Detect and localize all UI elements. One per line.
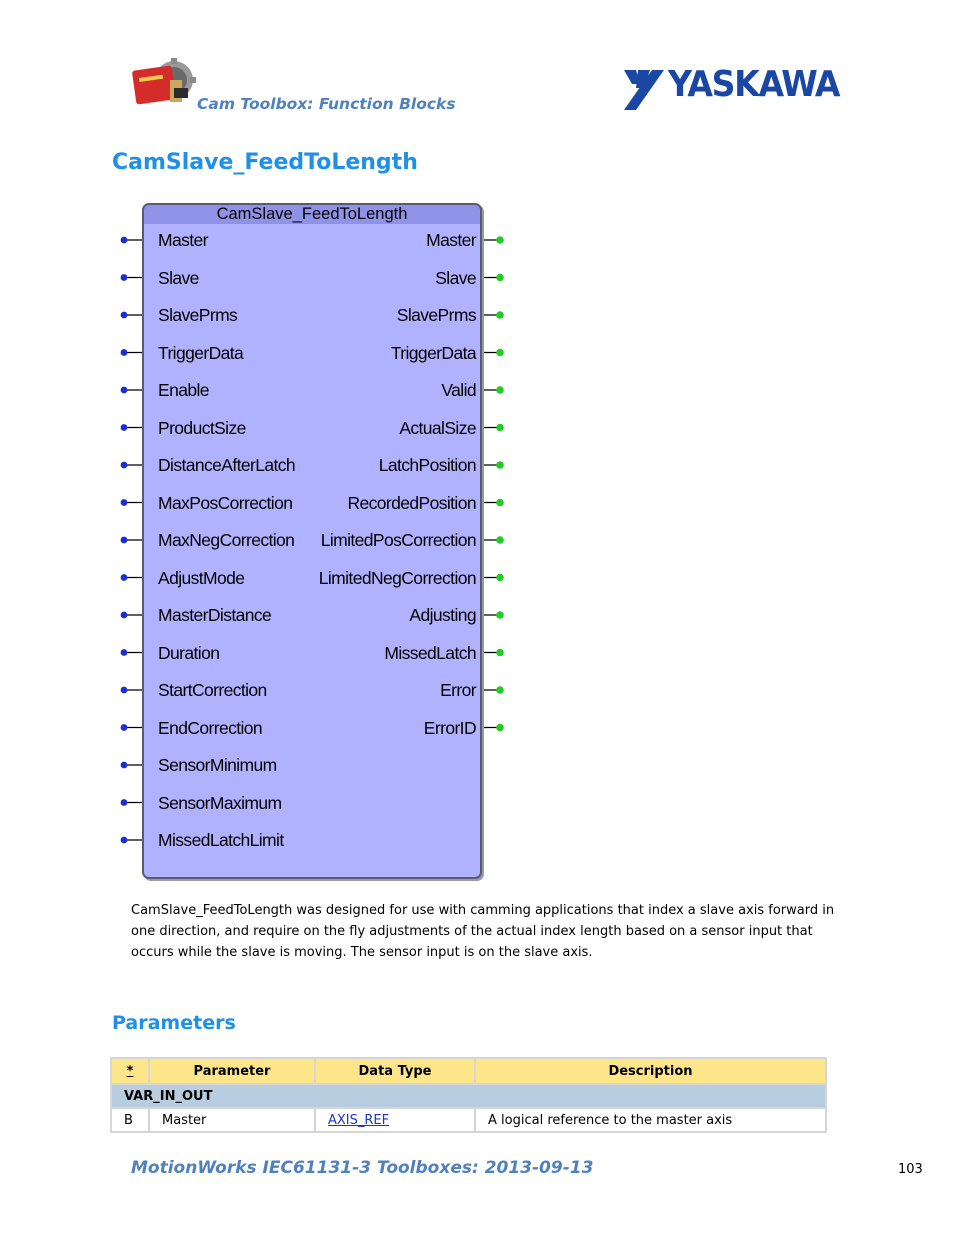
output-pin-dot [496, 424, 504, 432]
column-header-parameter: Parameter [150, 1059, 314, 1083]
column-header-description: Description [476, 1059, 825, 1083]
input-pin-dot [121, 799, 128, 806]
yaskawa-mark-icon [622, 66, 670, 112]
input-pin-dot [121, 424, 128, 431]
output-pin-dot [496, 311, 504, 319]
input-pin-label: Slave [158, 267, 199, 288]
output-pin-dot [496, 574, 504, 582]
input-pin-label: SensorMaximum [158, 792, 282, 813]
input-pin-label: StartCorrection [158, 680, 267, 700]
output-pin-dot [496, 274, 504, 282]
function-block-name: CamSlave_FeedToLength [144, 205, 480, 224]
data-type-link[interactable]: AXIS_REF [328, 1112, 390, 1128]
output-pin-dot [496, 536, 504, 544]
yaskawa-logo [622, 66, 844, 112]
input-pin-dot [121, 499, 128, 506]
group-label: VAR_IN_OUT [112, 1085, 825, 1107]
output-pin-label: LatchPosition [378, 455, 476, 475]
input-pin-dot [121, 837, 128, 844]
input-pin-label: SlavePrms [158, 305, 238, 325]
output-pin-dot [496, 349, 504, 357]
input-pin-label: MasterDistance [158, 605, 272, 625]
footer-title: MotionWorks IEC61131-3 Toolboxes: 2013-09-13 [131, 1158, 594, 1178]
input-pin-label: Duration [158, 642, 220, 663]
input-pin-dot [121, 274, 128, 281]
output-pin-label: TriggerData [390, 342, 476, 363]
input-pin-label: Master [158, 230, 208, 250]
header-subtitle: Cam Toolbox: Function Blocks [197, 95, 456, 113]
output-pin-label: RecordedPosition [347, 492, 476, 513]
input-pin-dot [121, 537, 128, 544]
output-pin-label: Slave [435, 267, 476, 288]
output-pin-dot [496, 386, 504, 394]
input-pin-label: Enable [158, 380, 209, 400]
parameters-table [110, 1057, 827, 1133]
page-title: CamSlave_FeedToLength [112, 150, 418, 175]
input-pin-dot [121, 462, 128, 469]
output-pin-dot [496, 724, 504, 732]
input-pin-label: MissedLatchLimit [158, 830, 284, 850]
output-pin-label: Adjusting [409, 605, 476, 625]
table-header-row [112, 1059, 825, 1083]
column-header-star: * [112, 1059, 148, 1083]
input-pin-label: TriggerData [158, 342, 244, 363]
column-header-data-type: Data Type [316, 1059, 474, 1083]
brand-name: YASKAWA [668, 64, 840, 105]
input-pin-dot [121, 349, 128, 356]
cam-toolbox-logo-icon [130, 58, 196, 110]
row-parameter-name: Master [150, 1109, 314, 1131]
input-pin-label: DistanceAfterLatch [158, 455, 296, 475]
output-pin-dot [496, 686, 504, 694]
input-pin-dot [121, 612, 128, 619]
output-pin-dot [496, 611, 504, 619]
table-group-row [112, 1085, 825, 1107]
row-data-type [316, 1109, 474, 1131]
input-pin-dot [121, 649, 128, 656]
input-pin-dot [121, 762, 128, 769]
input-pin-label: AdjustMode [158, 567, 245, 588]
output-pin-dot [496, 499, 504, 507]
input-pin-label: EndCorrection [158, 717, 263, 738]
input-pin-label: ProductSize [158, 417, 246, 438]
output-pin-label: Error [440, 680, 476, 700]
output-pin-label: SlavePrms [396, 305, 476, 325]
input-pin-dot [121, 387, 128, 394]
input-pin-dot [121, 312, 128, 319]
input-pin-label: SensorMinimum [158, 755, 277, 775]
output-pin-label: ActualSize [399, 417, 476, 438]
input-pin-dot [121, 574, 128, 581]
output-pin-dot [496, 649, 504, 657]
output-pin-label: LimitedPosCorrection [320, 530, 476, 550]
table-row [112, 1109, 825, 1131]
row-kind: B [112, 1109, 148, 1131]
output-pin-dot [496, 236, 504, 244]
output-pin-label: ErrorID [423, 717, 476, 738]
output-pin-label: MissedLatch [384, 642, 476, 663]
input-pin-label: MaxNegCorrection [158, 530, 295, 550]
parameters-heading: Parameters [112, 1012, 236, 1034]
input-pin-label: MaxPosCorrection [158, 492, 293, 513]
output-pin-dot [496, 461, 504, 469]
input-pin-dot [121, 687, 128, 694]
output-pin-label: Master [426, 230, 476, 250]
output-pin-label: LimitedNegCorrection [318, 567, 476, 588]
description-paragraph: CamSlave_FeedToLength was designed for use with camming applications that index a slave axis forward in one direction, and require on the fly adjustments of the actual index length based on a sensor input that occurs while the slave is moving. The sensor input is on the slave axis. [131, 903, 835, 960]
input-pin-dot [121, 237, 128, 244]
row-description: A logical reference to the master axis [476, 1109, 825, 1131]
page-number: 103 [898, 1162, 923, 1177]
output-pin-label: Valid [441, 380, 476, 400]
input-pin-dot [121, 724, 128, 731]
